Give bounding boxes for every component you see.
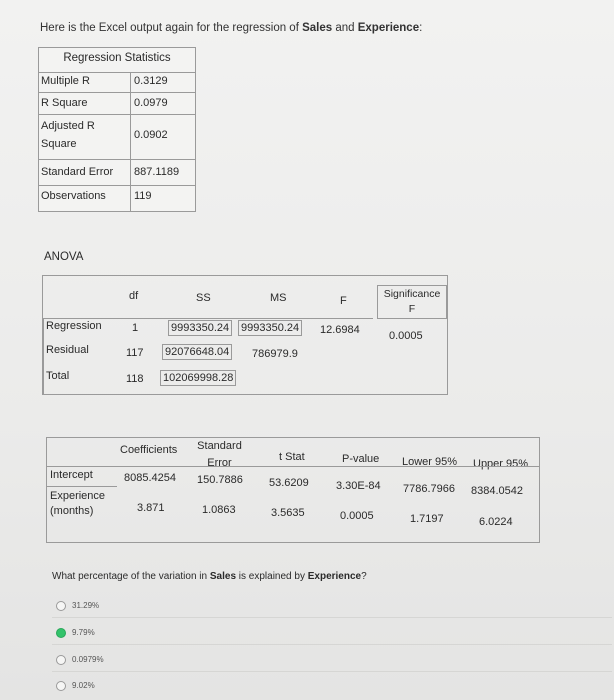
answer-option[interactable]: 31.29% [56,601,99,611]
anova-table [42,275,448,395]
row-label-intercept: Intercept [50,469,93,481]
radio-button-selected-icon[interactable] [56,628,66,638]
anova-label: ANOVA [44,251,84,263]
header-ss: SS [196,292,211,304]
cell-f: 12.6984 [320,324,360,336]
cell-lower-95: 7786.7966 [403,483,455,495]
cell-df: 1 [132,322,139,334]
header-standard-error: Standard Error [197,440,242,469]
row-label: Observations [41,190,106,202]
cell-df: 117 [126,347,144,359]
cell-upper-95: 6.0224 [479,516,513,528]
header-upper-95: Upper 95% [473,458,529,470]
row-value: 887.1189 [134,166,180,178]
cell-t-stat: 3.5635 [271,507,305,519]
answer-option[interactable]: 0.0979% [56,655,104,665]
row-label: Standard Error [41,166,114,178]
row-label: Multiple R [41,75,90,87]
table-row [39,159,195,185]
radio-button-icon[interactable] [56,601,66,611]
cell-ss: 92076648.04 [162,344,232,360]
row-label-regression: Regression [46,320,102,332]
radio-button-icon[interactable] [56,655,66,665]
cell-lower-95: 1.7197 [410,513,444,525]
regression-statistics-table [38,47,196,212]
row-label-total: Total [46,370,70,382]
row-label-residual: Residual [46,344,89,356]
table-row [39,185,195,211]
radio-button-icon[interactable] [56,681,66,691]
row-value: 0.0902 [134,129,168,141]
row-value: 119 [134,190,152,202]
header-significance-f: Significance F [377,285,447,319]
row-label: Adjusted R Square [41,120,95,150]
cell-t-stat: 53.6209 [269,477,309,489]
cell-standard-error: 150.7886 [197,474,243,486]
coefficients-table [46,437,540,543]
answer-option[interactable]: 9.79% [56,628,95,638]
table-row [39,114,195,159]
row-value: 0.0979 [134,97,168,109]
cell-ms: 9993350.24 [238,320,302,336]
table-row [39,92,195,114]
cell-p-value: 3.30E-84 [336,480,381,492]
cell-ss: 9993350.24 [168,320,232,336]
header-t-stat: t Stat [279,451,305,463]
header-coefficients: Coefficients [120,444,178,456]
header-p-value: P-value [342,453,380,465]
cell-p-value: 0.0005 [340,510,374,522]
row-label: R Square [41,97,88,109]
header-df: df [129,290,139,302]
cell-coefficient: 3.871 [137,502,165,514]
cell-standard-error: 1.0863 [202,504,236,516]
cell-significance: 0.0005 [389,330,423,342]
cell-df: 118 [126,373,144,385]
regression-statistics-title: Regression Statistics [63,52,171,64]
header-ms: MS [270,292,287,304]
intro-text: Here is the Excel output again for the regression of Sales and Experience: [40,22,423,34]
header-f: F [340,295,347,307]
cell-upper-95: 8384.0542 [471,485,523,497]
cell-coefficient: 8085.4254 [124,472,176,484]
cell-ss: 102069998.28 [160,370,236,386]
table-row [39,72,195,92]
question-text: What percentage of the variation in Sales is explained by Experience? [52,571,367,582]
row-value: 0.3129 [134,75,168,87]
row-label-experience: Experience (months) [50,490,106,517]
header-lower-95: Lower 95% [402,456,458,468]
cell-ms: 786979.9 [252,348,298,360]
answer-option[interactable]: 9.02% [56,681,95,691]
